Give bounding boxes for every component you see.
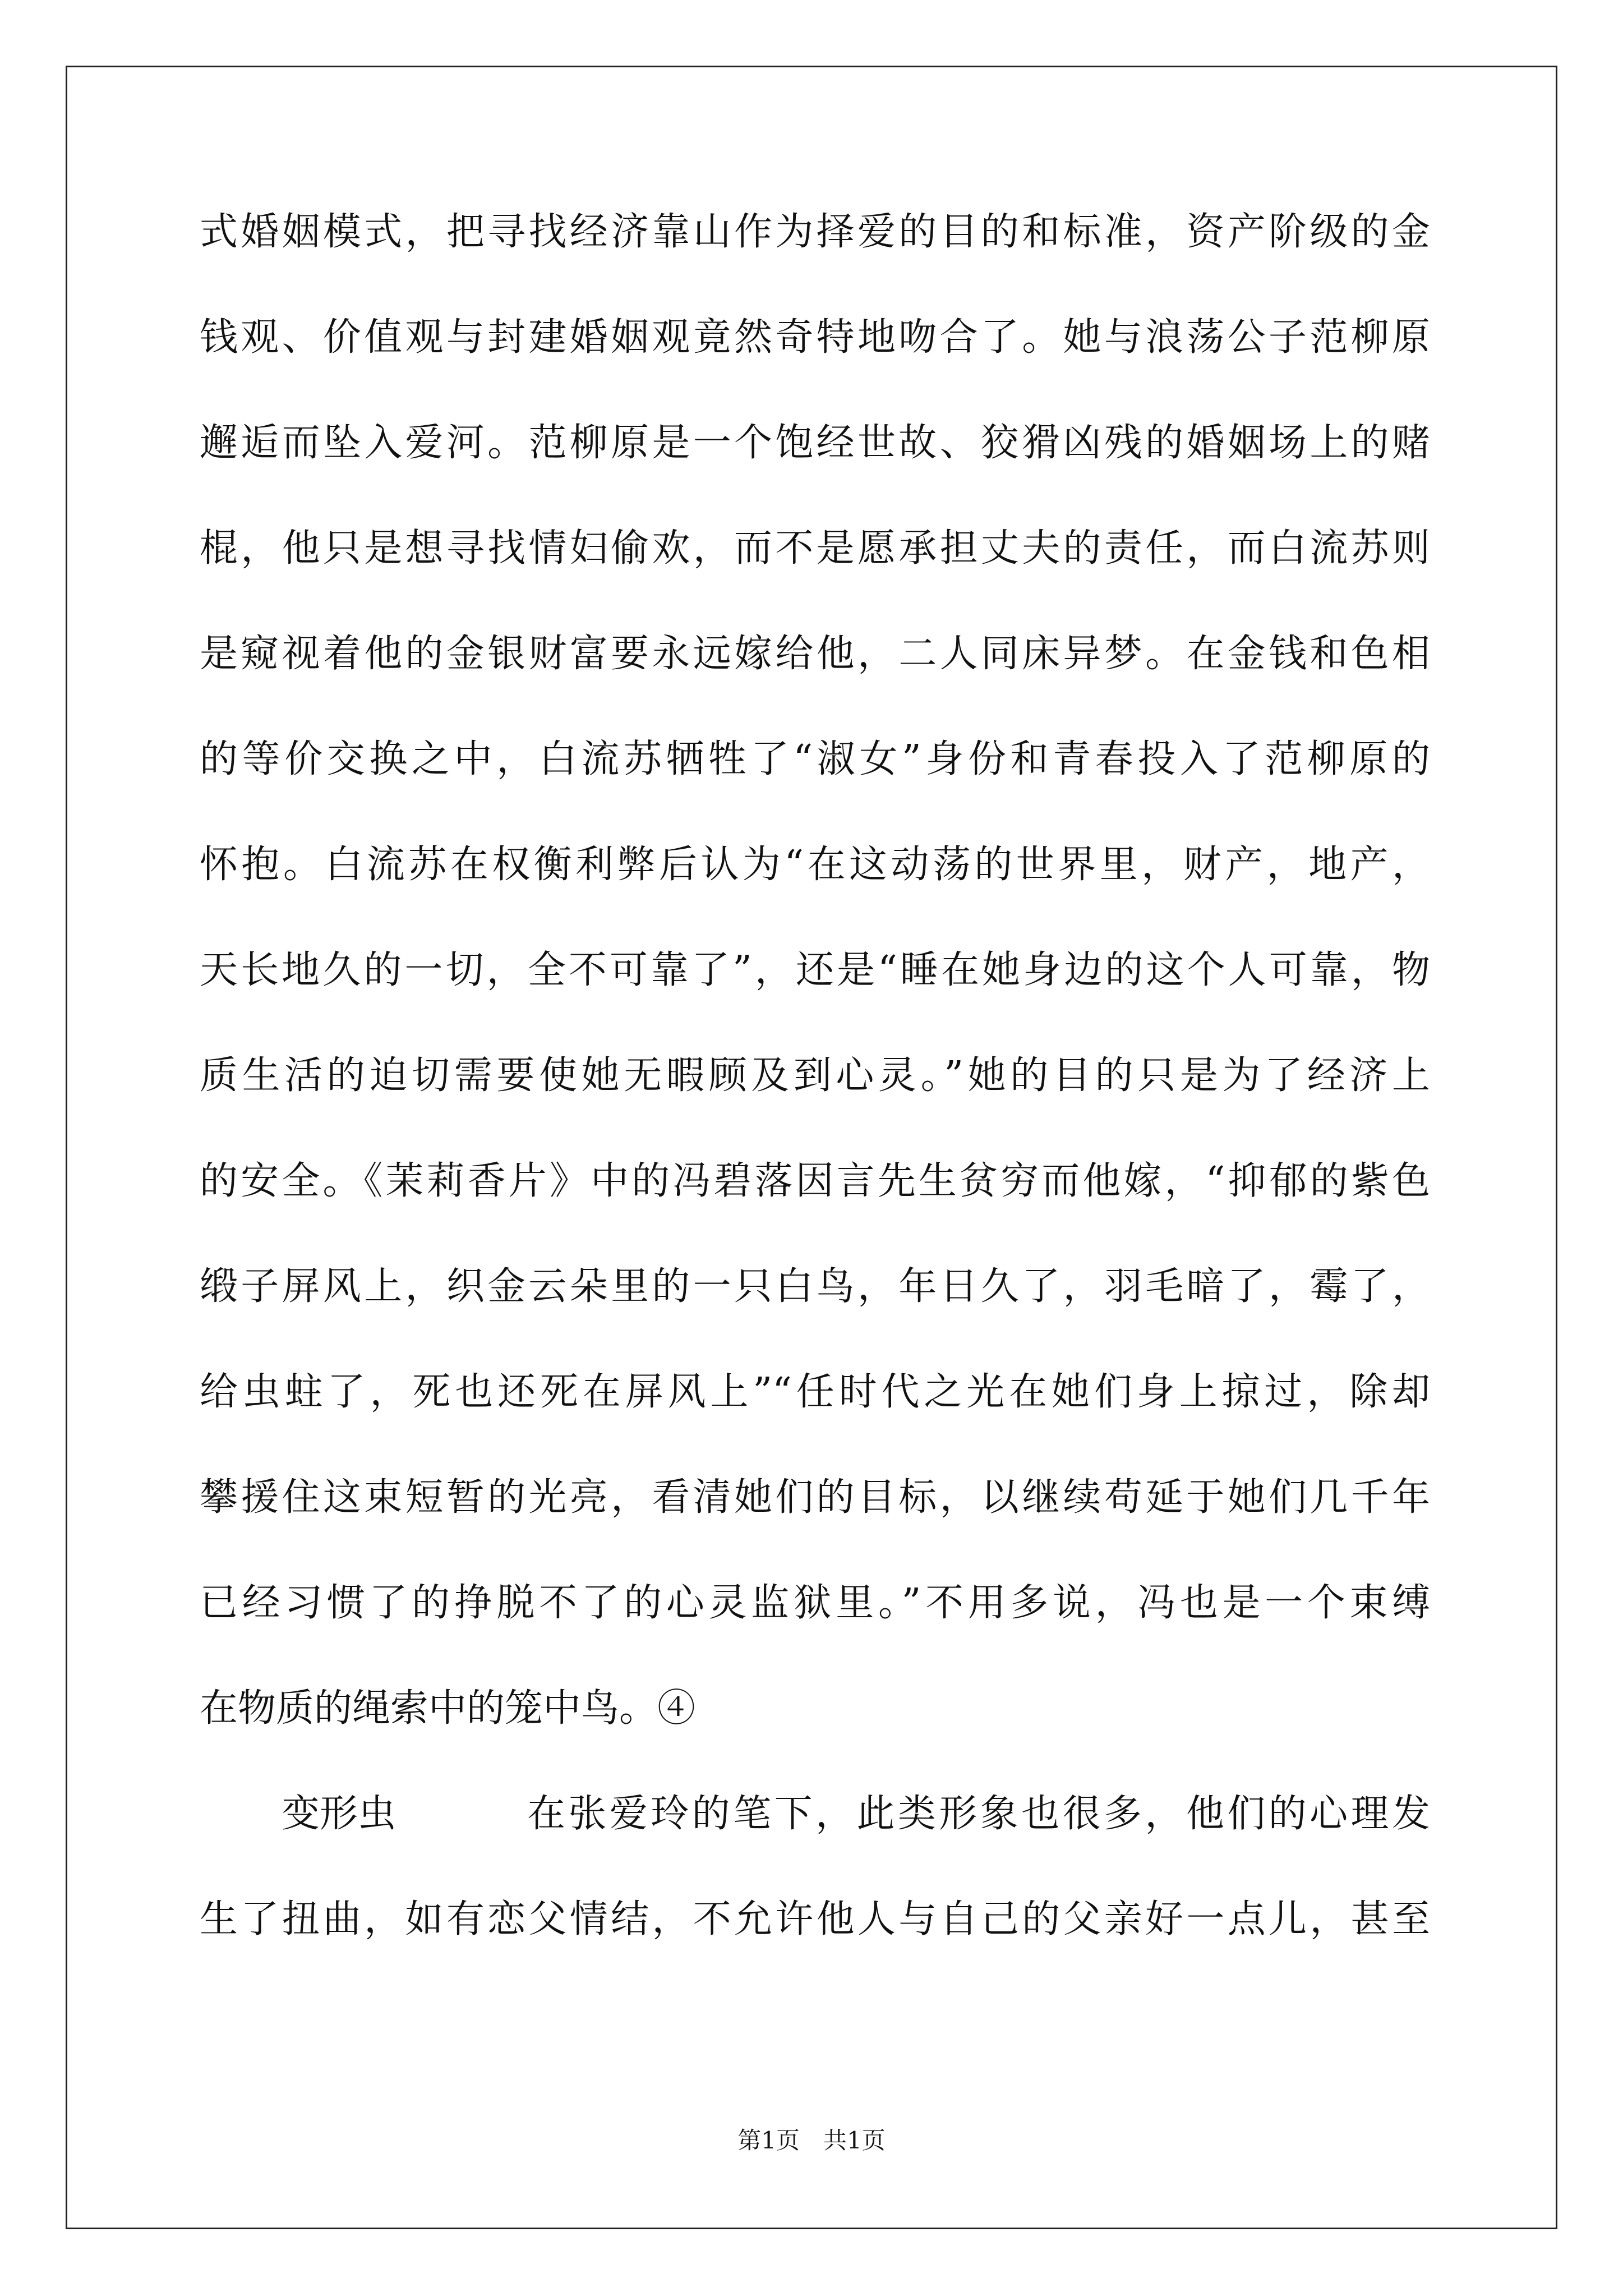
- text-line: 生了扭曲，如有恋父情结，不允许他人与自己的父亲好一点儿，甚至: [200, 1897, 1430, 1941]
- text-line: 在物质的绳索中的笼中鸟。④: [200, 1686, 696, 1731]
- text-line: 已经习惯了的挣脱不了的心灵监狱里。”不用多说，冯也是一个束缚: [200, 1581, 1430, 1625]
- page-footer: 第1页 共1页: [737, 2127, 886, 2154]
- text-line: 怀抱。白流苏在权衡利弊后认为“在这动荡的世界里，财产，地产，: [200, 843, 1430, 887]
- section-first-line-text: 在张爱玲的笔下，此类形象也很多，他们的心理发: [527, 1792, 1430, 1836]
- text-line: 棍，他只是想寻找情妇偷欢，而不是愿承担丈夫的责任，而白流苏则: [200, 526, 1430, 570]
- section-heading: 变形虫: [282, 1792, 396, 1836]
- text-line: 缎子屏风上，织金云朵里的一只白鸟，年日久了，羽毛暗了，霉了，: [200, 1264, 1430, 1309]
- section-first-line: [200, 1792, 1430, 1836]
- text-line: 天长地久的一切，全不可靠了”，还是“睡在她身边的这个人可靠，物: [200, 948, 1430, 992]
- text-line: 给虫蛀了，死也还死在屏风上”“任时代之光在她们身上掠过，除却: [200, 1370, 1430, 1414]
- document-body: [200, 210, 1430, 2006]
- text-line: 是窥视着他的金银财富要永远嫁给他，二人同床异梦。在金钱和色相: [200, 632, 1430, 676]
- text-line: 邂逅而坠入爱河。范柳原是一个饱经世故、狡猾凶残的婚姻场上的赌: [200, 421, 1430, 465]
- text-line: 攀援住这束短暂的光亮，看清她们的目标，以继续苟延于她们几千年: [200, 1475, 1430, 1520]
- text-line: 钱观、价值观与封建婚姻观竟然奇特地吻合了。她与浪荡公子范柳原: [200, 315, 1430, 360]
- text-line: 的等价交换之中，白流苏牺牲了“淑女”身份和青春投入了范柳原的: [200, 737, 1430, 781]
- text-line: 的安全。《茉莉香片》中的冯碧落因言先生贫穷而他嫁，“抑郁的紫色: [200, 1159, 1430, 1203]
- text-line: 式婚姻模式，把寻找经济靠山作为择爱的目的和标准，资产阶级的金: [200, 210, 1430, 254]
- text-line: 质生活的迫切需要使她无暇顾及到心灵。”她的目的只是为了经济上: [200, 1053, 1430, 1098]
